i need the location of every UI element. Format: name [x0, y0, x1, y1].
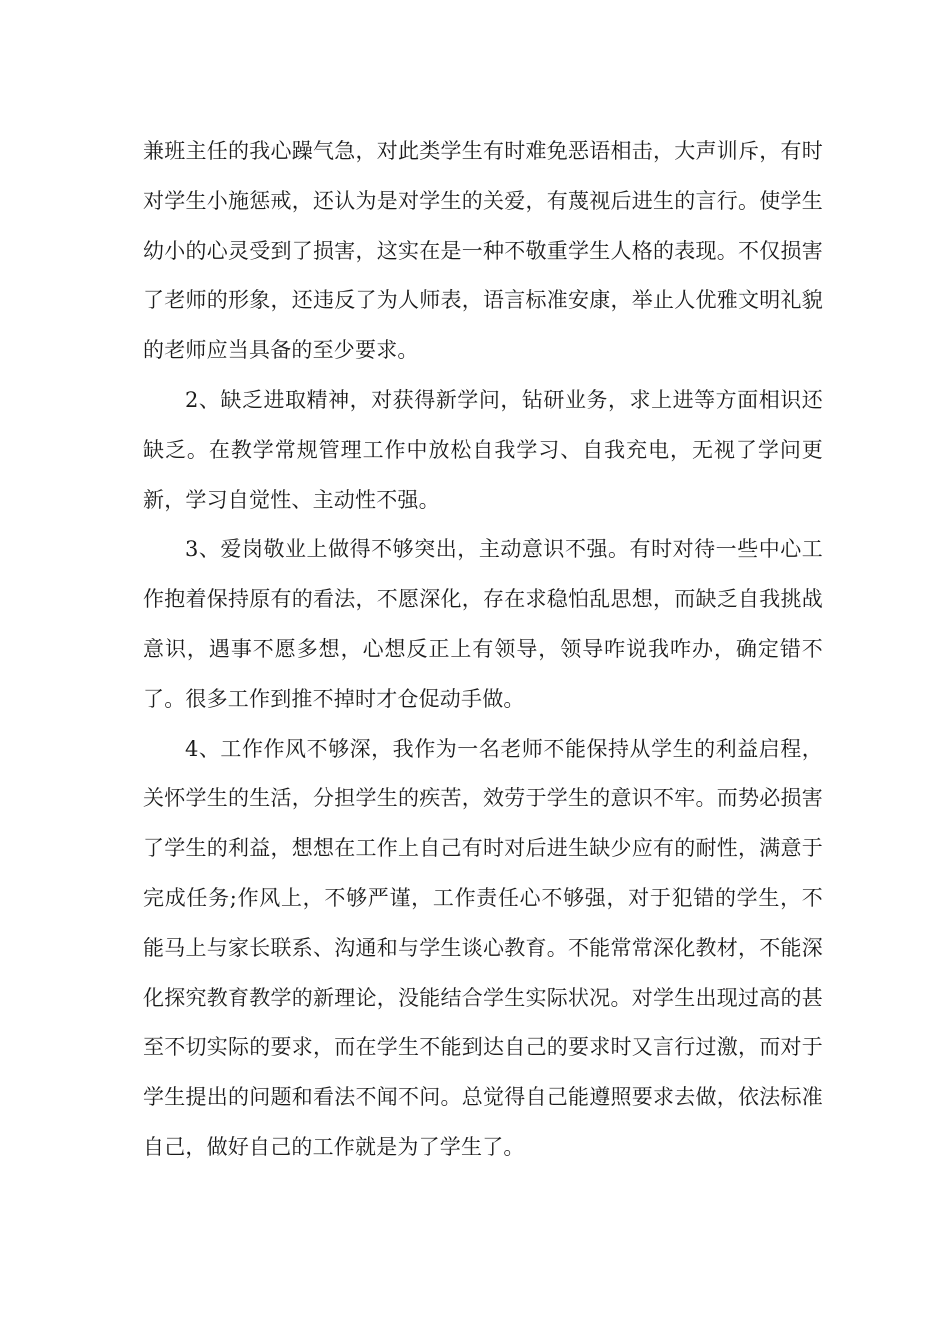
- paragraph-item-3: 3、爱岗敬业上做得不够突出，主动意识不强。有时对待一些中心工作抱着保持原有的看法，不愿深化，存在求稳怕乱思想，而缺乏自我挑战意识，遇事不愿多想，心想反正上有领导，领导咋说我咋办，确定错不了。很多工作到推不掉时才仓促动手做。: [143, 537, 823, 711]
- paragraph-continuation: 兼班主任的我心躁气急，对此类学生有时难免恶语相击，大声训斥，有时对学生小施惩戒，还认为是对学生的关爱，有蔑视后进生的言行。使学生幼小的心灵受到了损害，这实在是一种不敬重学生人格的表现。不仅损害了老师的形象，还违反了为人师表，语言标准安康，举止人优雅文明礼貌的老师应当具备的至少要求。: [143, 139, 823, 363]
- paragraph-item-2: 2、缺乏进取精神，对获得新学问，钻研业务，求上进等方面相识还缺乏。在教学常规管理工作中放松自我学习、自我充电，无视了学问更新，学习自觉性、主动性不强。: [143, 387, 823, 512]
- paragraph-item-4: 4、工作作风不够深，我作为一名老师不能保持从学生的利益启程，关怀学生的生活，分担学生的疾苦，效劳于学生的意识不牢。而势必损害了学生的利益，想想在工作上自己有时对后进生缺少应有的耐性，满意于完成任务;作风上，不够严谨，工作责任心不够强，对于犯错的学生，不能马上与家长联系、沟通和与学生谈心教育。不能常常深化教材，不能深化探究教育教学的新理论，没能结合学生实际状况。对学生出现过高的甚至不切实际的要求，而在学生不能到达自己的要求时又言行过激，而对于学生提出的问题和看法不闻不问。总觉得自己能遵照要求去做，依法标准自己，做好自己的工作就是为了学生了。: [143, 736, 823, 1159]
- document-body: [143, 127, 823, 1173]
